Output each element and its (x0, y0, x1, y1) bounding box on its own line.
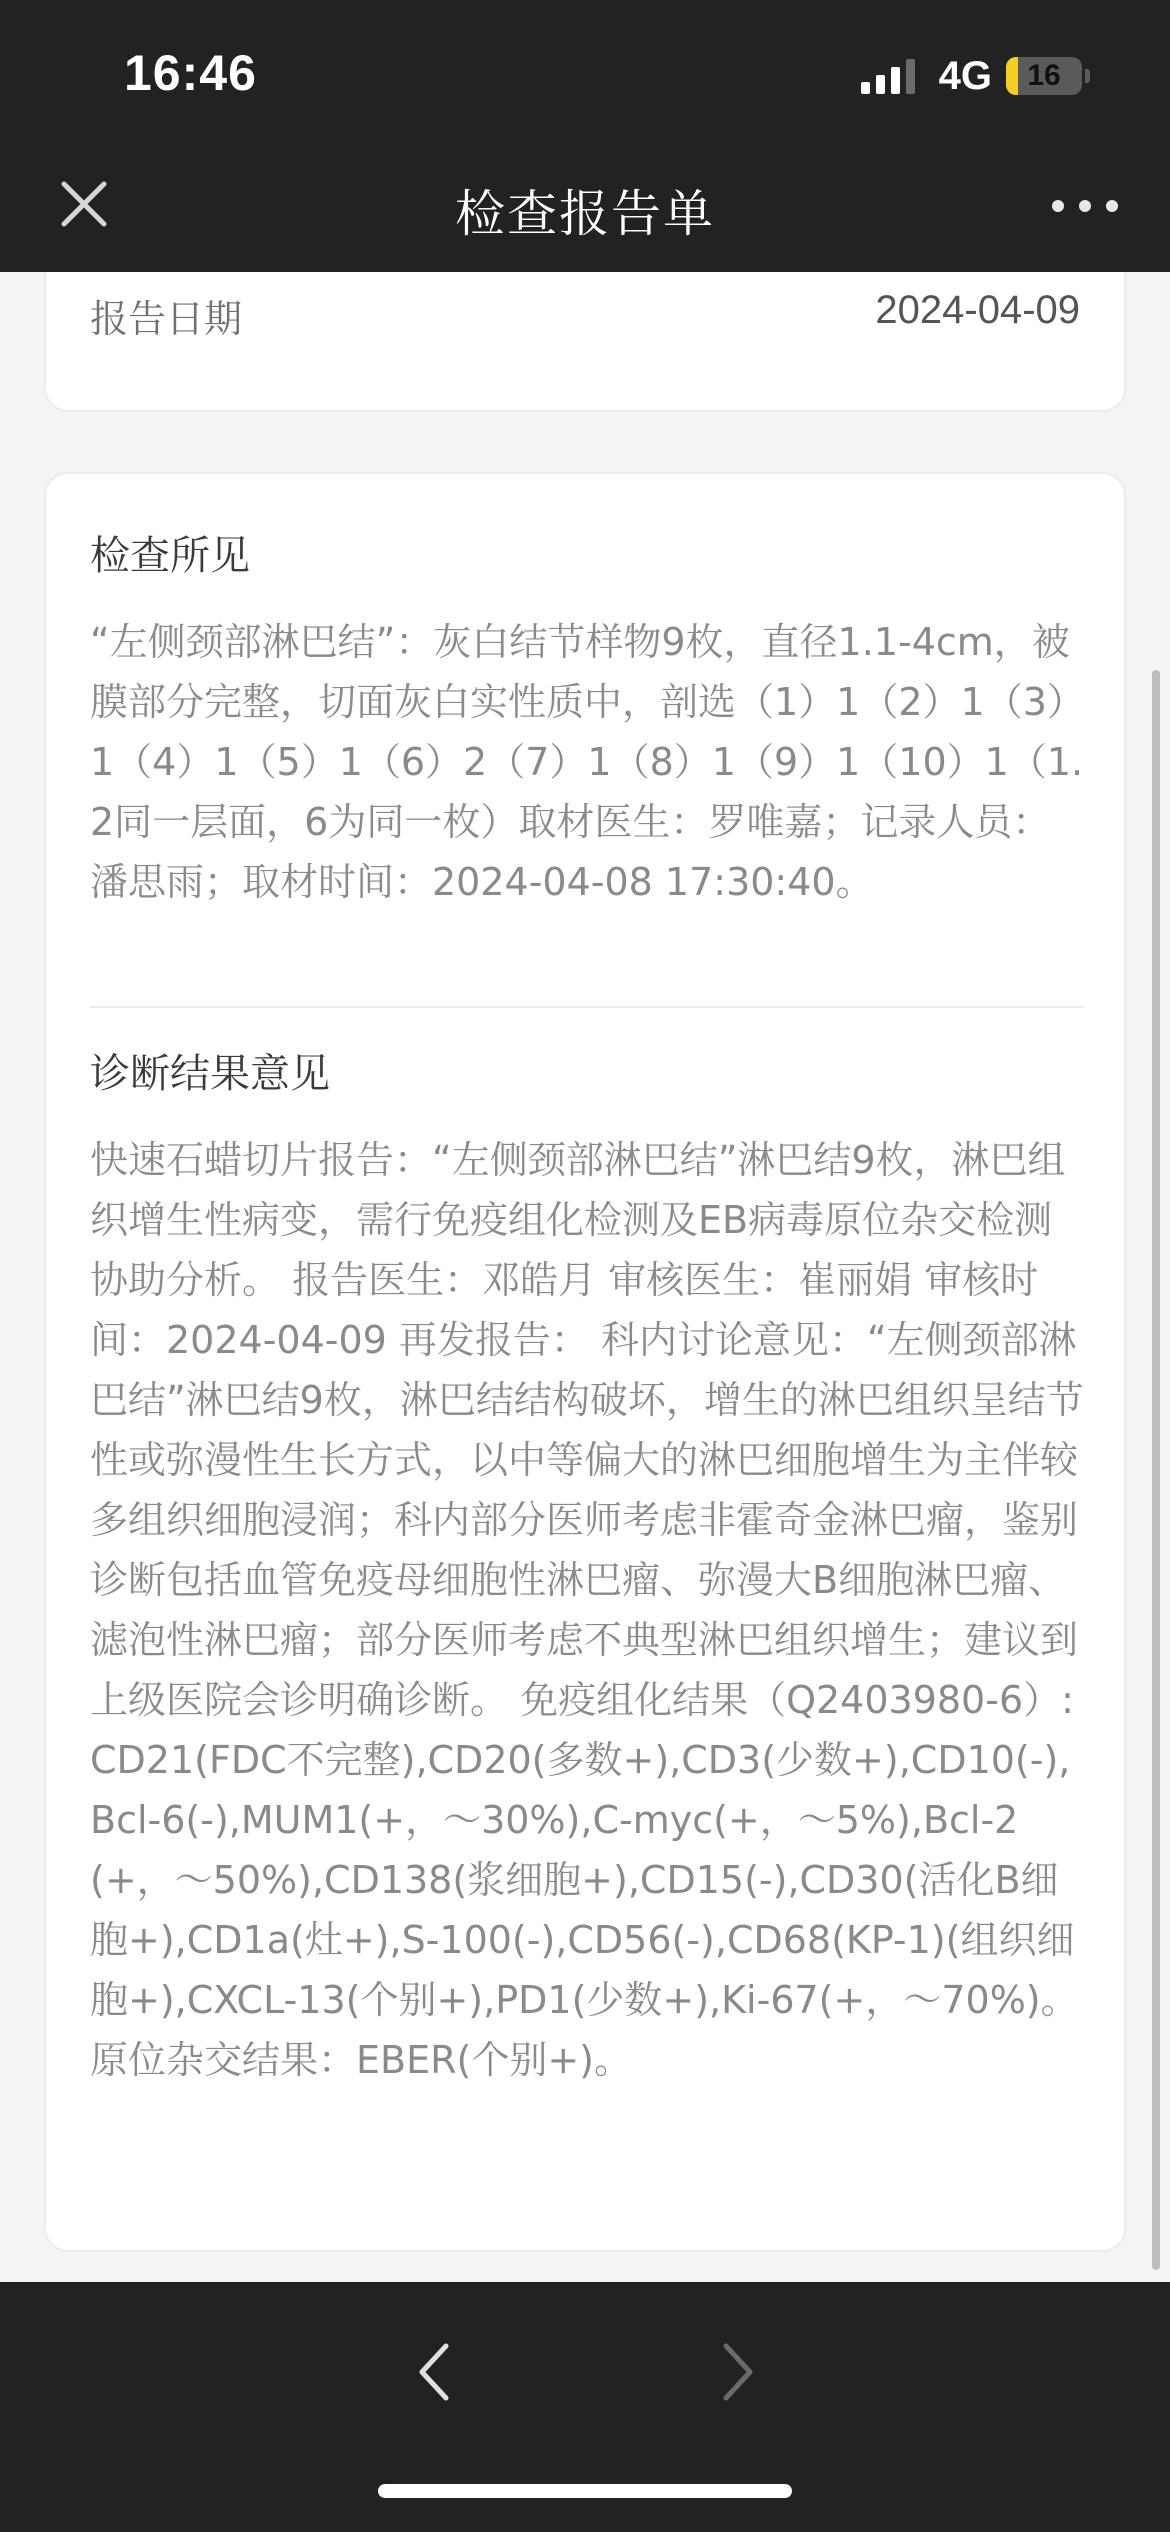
report-content-card (44, 472, 1126, 2252)
diagnosis-section (90, 1044, 1091, 2090)
bottom-toolbar (0, 2282, 1170, 2532)
more-horizontal-icon[interactable] (1052, 186, 1118, 226)
network-type: 4G (938, 53, 992, 98)
scrollbar[interactable] (1152, 670, 1160, 2270)
findings-title: 检查所见 (90, 533, 250, 579)
report-date-label: 报告日期 (90, 297, 243, 341)
diagnosis-title: 诊断结果意见 (90, 1051, 330, 1097)
status-indicators (861, 53, 1090, 98)
battery-level: 16 (1027, 59, 1061, 92)
page-title: 检查报告单 (455, 185, 715, 243)
status-time: 16:46 (124, 45, 257, 101)
section-divider (90, 2250, 1084, 2252)
signal-icon (861, 58, 915, 94)
home-indicator[interactable] (378, 2484, 792, 2498)
findings-section (90, 526, 1084, 912)
chevron-left-icon[interactable] (410, 2336, 462, 2408)
diagnosis-text: 快速石蜡切片报告：“左侧颈部淋巴结”淋巴结9枚，淋巴组织增生性病变，需行免疫组化检测及EB病毒原位杂交检测协助分析。 报告医生：邓皓月 审核医生：崔丽娟 审核时间：2024-04-09 再发报告： 科内讨论意见：“左侧颈部淋巴结”淋巴结9枚，淋巴结结构破坏，增生的淋巴组织呈结节性或弥漫性生长方式，以中等偏大的淋巴细胞增生为主伴较多组织细胞浸润；科内部分医师考虑非霍奇金淋巴瘤，鉴别诊断包括血管免疫母细胞性淋巴瘤、弥漫大B细胞淋巴瘤、滤泡性淋巴瘤；部分医师考虑不典型淋巴组织增生；建议到上级医院会诊明确诊断。 免疫组化结果（Q2403980-6）:CD21(FDC不完整),CD20(多数+),CD3(少数+),CD10(-),Bcl-6(-),MUM1(+，～30%),C-myc(+，～5%),Bcl-2(+，～50%),CD138(浆细胞+),CD15(-),CD30(活化B细胞+),CD1a(灶+),S-100(-),CD56(-),CD68(KP-1)(组织细胞+),CXCL-13(个别+),PD1(少数+),Ki-67(+，～70%)。 原位杂交结果：EBER(个别+)。 (90, 1138, 1091, 2082)
report-date-value: 2024-04-09 (875, 288, 1080, 332)
section-divider (90, 1006, 1084, 1008)
chevron-right-icon[interactable] (710, 2336, 762, 2408)
top-bar (0, 0, 1170, 272)
battery-icon (1006, 57, 1082, 95)
battery-cap (1085, 69, 1090, 83)
findings-text: “左侧颈部淋巴结”：灰白结节样物9枚，直径1.1-4cm，被膜部分完整，切面灰白实性质中，剖选（1）1（2）1（3）1（4）1（5）1（6）2（7）1（8）1（9）1（10）1（1.2同一层面，6为同一枚）取材医生：罗唯嘉；记录人员：潘思雨；取材时间：2024-04-08 17:30:40。 (90, 620, 1084, 904)
